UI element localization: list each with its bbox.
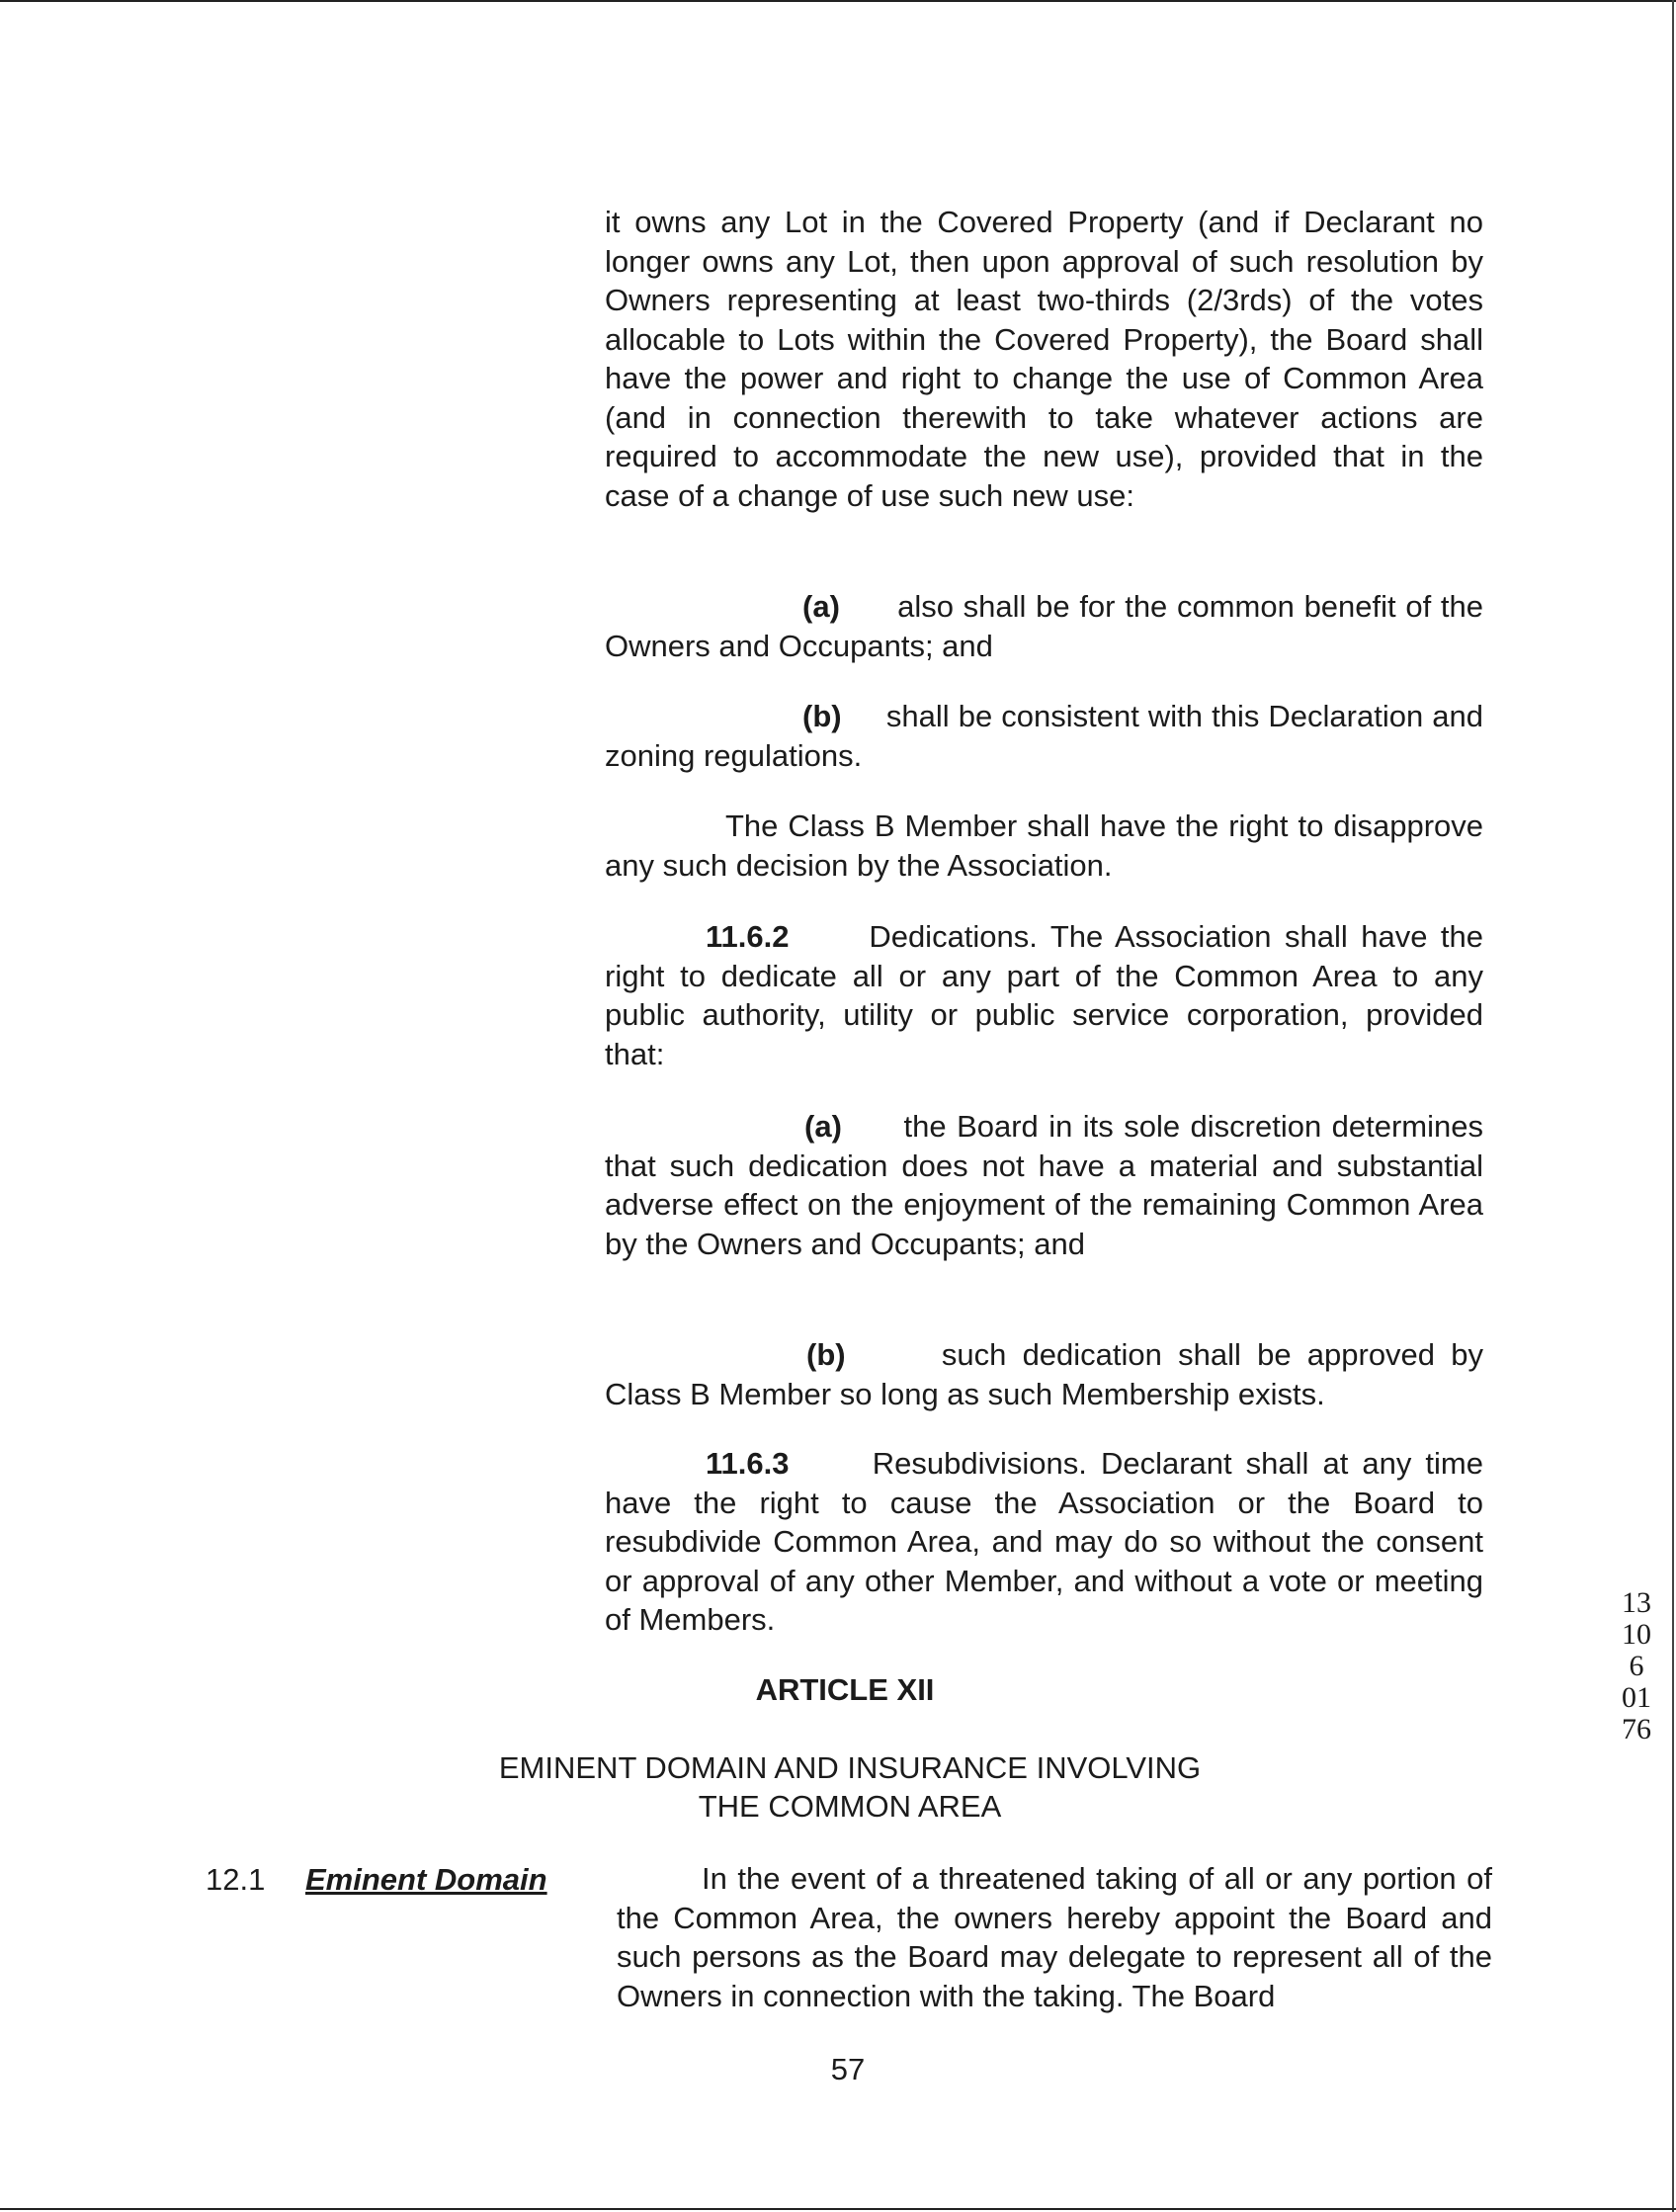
section-11-6-3-number: 11.6.3 xyxy=(706,1446,790,1481)
recording-stamp: 13106 0176 xyxy=(1622,1586,1651,1745)
section-11-6-2-number: 11.6.2 xyxy=(706,919,790,954)
article-title-line-1: EMINENT DOMAIN AND INSURANCE INVOLVING xyxy=(498,1750,1202,1785)
scan-edge-top xyxy=(0,0,1676,2)
use-item-b-label: (b) xyxy=(802,699,842,733)
section-12-1-number: 12.1 xyxy=(206,1862,266,1897)
section-12-1-title: Eminent Domain xyxy=(305,1862,547,1897)
section-11-6-3-text: Resubdivisions. Declarant shall at any time have the right to cause the Association or the Board to resubdivide Common Area, and may do so without the consent or approval of any other Member, and without a vote or meeting of Members. xyxy=(605,1446,1483,1637)
intro-paragraph: it owns any Lot in the Covered Property (and if Declarant no longer owns any Lot, then upon approval of such resolution by Owners representing at least two-thirds (2/3rds) of the votes allocable to Lots within the Covered Property), the Board shall have the power and right to change the use of Common Area (and in connection therewith to take whatever actions are required to accommodate the new use), provided that in the case of a change of use such new use: xyxy=(605,205,1483,513)
use-item-b-text: shall be consistent with this Declaration and zoning regulations. xyxy=(605,699,1483,773)
section-12-1-text: In the event of a threatened taking of all or any portion of the Common Area, the owners hereby appoint the Board and such persons as the Board may delegate to represent all of the Owners in connection with the taking. The Board xyxy=(617,1861,1492,2013)
use-item-b xyxy=(605,697,1483,775)
dedication-item-a xyxy=(605,1107,1483,1263)
scan-edge-right xyxy=(1672,0,1674,2212)
section-11-6-2-text: Dedications. The Association shall have the right to dedicate all or any part of the Common Area to any public authority, utility or public service corporation, provided that: xyxy=(605,919,1483,1071)
dedication-item-b xyxy=(605,1335,1483,1413)
class-b-paragraph: The Class B Member shall have the right to disapprove any such decision by the Association. xyxy=(605,808,1483,883)
section-11-6-2 xyxy=(605,917,1483,1073)
page-number: 57 xyxy=(830,2052,866,2086)
dedication-item-b-text: such dedication shall be approved by Class B Member so long as such Membership exists. xyxy=(605,1337,1483,1411)
section-11-6-3 xyxy=(605,1444,1483,1640)
article-heading: ARTICLE XII xyxy=(755,1672,935,1707)
use-item-a-text: also shall be for the common benefit of the Owners and Occupants; and xyxy=(605,589,1483,663)
use-item-a xyxy=(605,587,1483,665)
dedication-item-b-label: (b) xyxy=(806,1337,846,1372)
dedication-item-a-label: (a) xyxy=(804,1109,842,1144)
use-item-a-label: (a) xyxy=(802,589,840,624)
dedication-item-a-text: the Board in its sole discretion determines that such dedication does not have a material and substantial adverse effect on the enjoyment of the remaining Common Area by the Owners and Occupants; and xyxy=(605,1109,1483,1261)
scan-edge-bottom xyxy=(0,2208,1676,2210)
article-title-line-2: THE COMMON AREA xyxy=(698,1789,1002,1824)
